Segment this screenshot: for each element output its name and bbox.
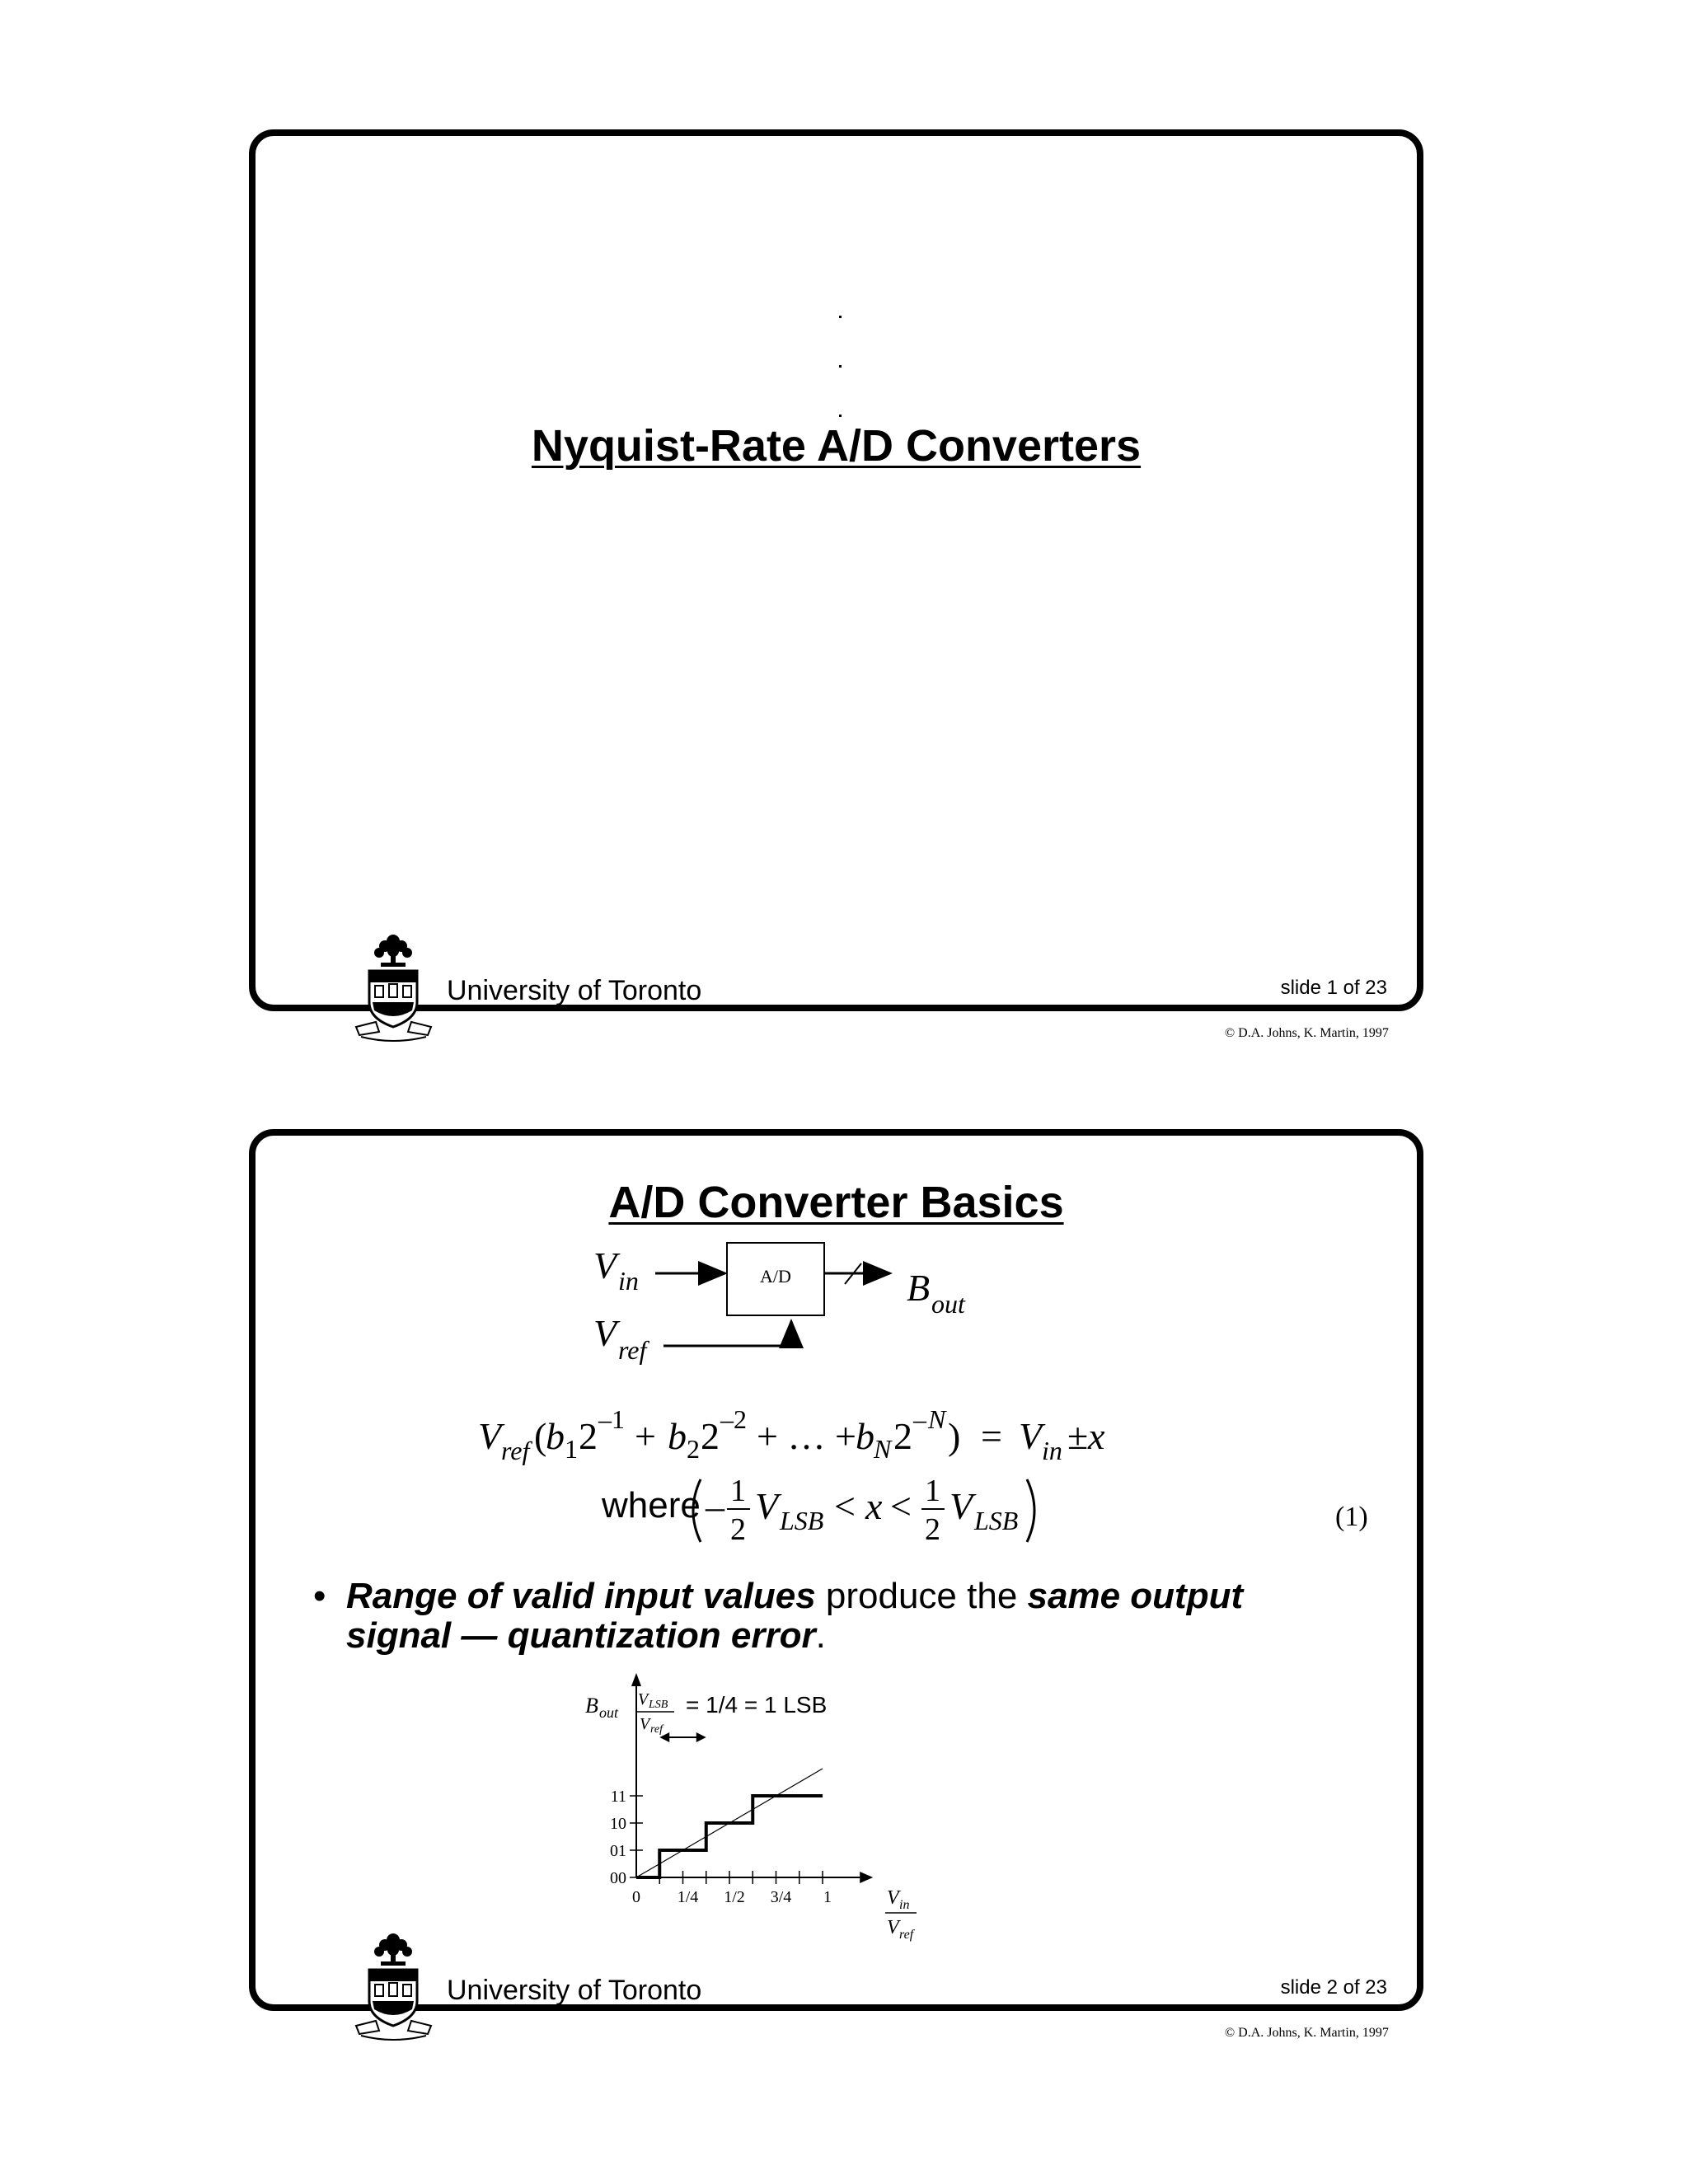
svg-text:–2: –2 <box>720 1404 747 1434</box>
x-axis-arrowhead <box>860 1872 873 1883</box>
x-tick-label: 1/4 <box>677 1888 699 1906</box>
svg-text:+ … +: + … + <box>757 1415 856 1457</box>
vin-label: V <box>593 1244 617 1286</box>
lsb-arrowhead-right <box>696 1732 706 1742</box>
svg-text:V: V <box>887 1917 899 1938</box>
bout-label: B <box>907 1267 931 1309</box>
conversion-equation <box>462 1404 1104 1548</box>
svg-text:N: N <box>928 1404 946 1434</box>
quantizer-staircase <box>636 1796 823 1877</box>
svg-text:2: 2 <box>687 1434 700 1464</box>
vref-label: V <box>593 1312 617 1354</box>
x-axis-label: V <box>887 1887 899 1909</box>
svg-text:LSB: LSB <box>649 1699 668 1711</box>
svg-text:x: x <box>1088 1415 1105 1457</box>
lsb-annotation: = 1/4 = 1 LSB <box>686 1692 828 1718</box>
svg-text:2: 2 <box>925 1512 940 1547</box>
svg-text:ref: ref <box>899 1928 914 1942</box>
where-label: where <box>602 1485 701 1526</box>
svg-text:2: 2 <box>701 1415 720 1457</box>
svg-text:LSB: LSB <box>974 1506 1019 1535</box>
svg-text:1: 1 <box>925 1474 940 1508</box>
svg-text:out: out <box>931 1289 965 1319</box>
quantization-chart <box>560 1671 1022 1942</box>
dot-mark <box>839 316 842 318</box>
svg-text:N: N <box>874 1434 892 1464</box>
x-tick-label: 1 <box>823 1888 832 1906</box>
svg-text:1: 1 <box>730 1474 746 1508</box>
svg-text:V: V <box>1019 1415 1043 1457</box>
svg-text:b: b <box>856 1415 874 1457</box>
slide-2 <box>249 1129 1423 2011</box>
y-axis-arrowhead <box>631 1673 641 1686</box>
dot-mark <box>839 415 842 417</box>
svg-text:(: ( <box>534 1415 547 1457</box>
slide-1 <box>249 129 1423 1011</box>
svg-text:): ) <box>948 1415 961 1457</box>
x-tick-label: 1/2 <box>724 1888 745 1906</box>
bullet-point: • Range of valid input values produce the same output signal — quantization error. <box>313 1576 1244 1656</box>
annotation-numerator: V <box>638 1690 649 1708</box>
svg-text:1: 1 <box>565 1434 578 1464</box>
vref-arrow <box>663 1321 791 1346</box>
bullet-dot: • <box>313 1576 326 1616</box>
slide-number: slide 1 of 23 <box>1280 977 1387 999</box>
svg-text:–: – <box>706 1485 724 1527</box>
y-axis-label: B <box>585 1694 598 1718</box>
university-crest-logo <box>354 930 433 1049</box>
svg-text:ref: ref <box>650 1723 663 1736</box>
svg-text:ref: ref <box>618 1335 647 1365</box>
svg-text:–: – <box>913 1404 926 1434</box>
svg-text:2: 2 <box>579 1415 598 1457</box>
svg-text:2: 2 <box>893 1415 912 1457</box>
svg-text:b: b <box>546 1415 565 1457</box>
svg-text:V: V <box>950 1485 973 1527</box>
svg-text:+: + <box>635 1415 656 1457</box>
svg-text:ref: ref <box>501 1436 530 1465</box>
copyright: © D.A. Johns, K. Martin, 1997 <box>1225 1026 1389 1040</box>
slide-title: A/D Converter Basics <box>608 1178 1064 1227</box>
y-tick-label: 01 <box>610 1842 626 1860</box>
svg-text:±: ± <box>1067 1415 1089 1457</box>
ad-block-label: A/D <box>760 1266 791 1286</box>
dot-mark <box>839 365 842 368</box>
svg-text:=: = <box>981 1415 1002 1457</box>
svg-text:in: in <box>1042 1436 1062 1465</box>
svg-text:x: x <box>865 1485 883 1527</box>
svg-text:<: < <box>834 1485 856 1527</box>
ad-block-diagram <box>552 1239 981 1387</box>
y-tick-label: 00 <box>610 1869 626 1887</box>
copyright: © D.A. Johns, K. Martin, 1997 <box>1225 2026 1389 2040</box>
y-tick-label: 10 <box>610 1815 626 1833</box>
svg-text:LSB: LSB <box>780 1506 824 1535</box>
footer-university: University of Toronto <box>447 975 702 1006</box>
annotation-denominator: V <box>640 1715 650 1733</box>
svg-text:in: in <box>618 1266 639 1296</box>
svg-text:V: V <box>478 1415 502 1457</box>
svg-text:in: in <box>899 1898 910 1912</box>
svg-text:b: b <box>668 1415 687 1457</box>
svg-text:V: V <box>755 1485 779 1527</box>
x-tick-label: 3/4 <box>770 1888 792 1906</box>
ideal-transfer-line <box>636 1769 823 1877</box>
equation-number: (1) <box>1335 1502 1368 1532</box>
svg-text:<: < <box>890 1485 912 1527</box>
svg-text:2: 2 <box>730 1512 746 1547</box>
svg-text:–1: –1 <box>598 1404 625 1434</box>
svg-text:out: out <box>599 1704 619 1721</box>
slide-title: Nyquist-Rate A/D Converters <box>531 421 1142 471</box>
x-tick-label: 0 <box>632 1888 640 1906</box>
university-crest-logo <box>354 1929 433 2048</box>
slide-number: slide 2 of 23 <box>1280 1976 1387 1999</box>
footer-university: University of Toronto <box>447 1975 702 2006</box>
y-tick-label: 11 <box>610 1788 626 1806</box>
